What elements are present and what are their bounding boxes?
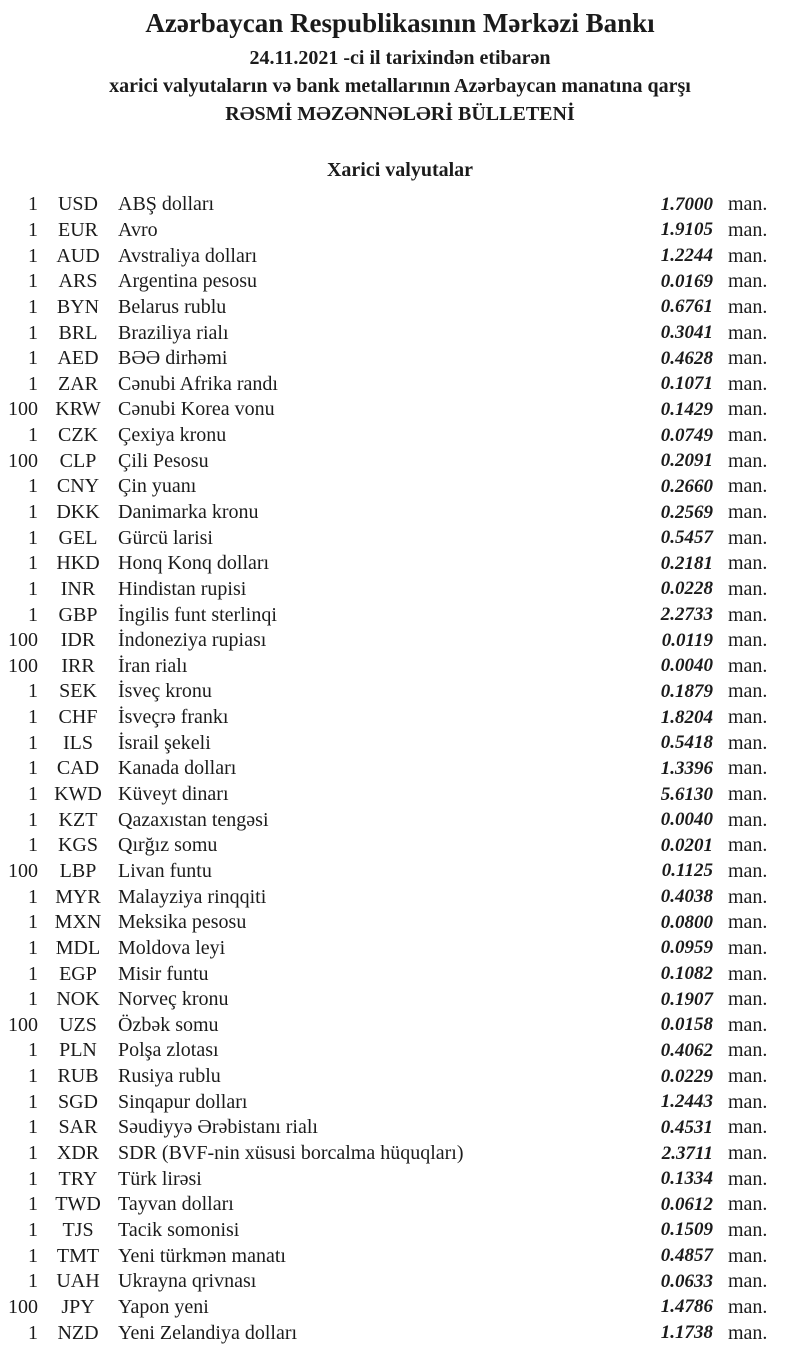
qty-cell: 1 <box>28 270 38 293</box>
code-cell: GEL <box>58 526 98 549</box>
qty-cell: 1 <box>28 680 38 703</box>
name-cell: Qazaxıstan tengəsi <box>118 808 269 831</box>
code-cell: AED <box>57 347 99 370</box>
qty-cell: 1 <box>28 372 38 395</box>
name-cell: Meksika pesosu <box>118 911 247 934</box>
qty-cell: 1 <box>28 577 38 600</box>
unit-cell: man. <box>728 424 768 447</box>
table-row <box>0 961 800 987</box>
name-cell: İngilis funt sterlinqi <box>118 603 277 626</box>
table-row <box>0 243 800 269</box>
name-cell: Hindistan rupisi <box>118 577 247 600</box>
name-cell: Gürcü larisi <box>118 526 213 549</box>
rate-cell: 1.1738 <box>660 1322 713 1343</box>
unit-cell: man. <box>728 193 768 216</box>
rate-cell: 0.1429 <box>660 398 713 420</box>
code-cell: RUB <box>57 1065 99 1088</box>
code-cell: CNY <box>56 475 100 498</box>
name-cell: Argentina pesosu <box>118 270 258 293</box>
name-cell: Cənubi Korea vonu <box>118 398 275 421</box>
code-cell: GBP <box>58 603 98 626</box>
section-title: Xarici valyutalar <box>326 159 474 181</box>
rate-cell: 1.8204 <box>660 706 713 728</box>
code-cell: EUR <box>58 218 98 241</box>
name-cell: İndoneziya rupiası <box>118 629 267 652</box>
code-cell: MXN <box>54 911 102 934</box>
rate-cell: 0.0169 <box>660 270 713 292</box>
table-row <box>0 1192 800 1218</box>
table-row <box>0 500 800 526</box>
table-row <box>0 679 800 705</box>
qty-cell: 1 <box>28 475 38 498</box>
unit-cell: man. <box>728 475 768 498</box>
qty-cell: 100 <box>8 449 38 472</box>
unit-cell: man. <box>728 449 768 472</box>
code-cell: CZK <box>58 424 98 447</box>
table-row <box>0 474 800 500</box>
qty-cell: 1 <box>28 808 38 831</box>
rate-cell: 0.0119 <box>661 629 713 651</box>
code-cell: USD <box>57 193 98 216</box>
effective-date-line: 24.11.2021 -ci il tarixindən etibarən <box>249 47 551 69</box>
qty-cell: 1 <box>28 911 38 934</box>
unit-cell: man. <box>728 1167 768 1190</box>
code-cell: UZS <box>59 1013 97 1036</box>
code-cell: DKK <box>56 501 100 523</box>
qty-cell: 100 <box>8 629 38 652</box>
table-row <box>0 859 800 885</box>
qty-cell: 1 <box>28 1142 38 1165</box>
name-cell: Cənubi Afrika randı <box>118 372 278 395</box>
unit-cell: man. <box>728 988 768 1011</box>
unit-cell: man. <box>728 654 768 677</box>
unit-cell: man. <box>728 501 768 523</box>
name-cell: Tacik somonisi <box>118 1218 240 1241</box>
name-cell: Honq Konq dolları <box>118 552 270 575</box>
unit-cell: man. <box>728 398 768 421</box>
rate-cell: 0.0201 <box>660 834 713 856</box>
unit-cell: man. <box>728 552 768 575</box>
code-cell: XDR <box>56 1142 100 1165</box>
rate-cell: 5.6130 <box>660 783 713 805</box>
rate-cell: 0.1907 <box>660 988 713 1010</box>
unit-cell: man. <box>728 1270 768 1293</box>
table-row <box>0 1064 800 1090</box>
unit-cell: man. <box>728 526 768 549</box>
code-cell: KZT <box>58 808 98 831</box>
name-cell: İsveç kronu <box>118 680 212 703</box>
table-row <box>0 1295 800 1321</box>
unit-cell: man. <box>728 1090 768 1113</box>
name-cell: İran rialı <box>118 654 188 677</box>
unit-cell: man. <box>728 1244 768 1267</box>
name-cell: Küveyt dinarı <box>118 783 229 806</box>
name-cell: BƏƏ dirhəmi <box>118 347 228 370</box>
table-row <box>0 1141 800 1167</box>
rate-cell: 0.0959 <box>660 937 713 959</box>
code-cell: KRW <box>55 398 101 421</box>
rate-cell: 0.1334 <box>660 1168 713 1190</box>
name-cell: Danimarka kronu <box>118 501 259 523</box>
name-cell: Özbək somu <box>118 1013 219 1036</box>
unit-cell: man. <box>728 859 768 882</box>
rate-cell: 0.1071 <box>660 373 713 395</box>
name-cell: Kanada dolları <box>118 757 237 780</box>
code-cell: BYN <box>56 295 100 318</box>
code-cell: AUD <box>56 244 100 267</box>
unit-cell: man. <box>728 1218 768 1241</box>
name-cell: Çexiya kronu <box>118 424 227 447</box>
unit-cell: man. <box>728 757 768 780</box>
table-row <box>0 987 800 1013</box>
code-cell: JPY <box>61 1295 95 1318</box>
unit-cell: man. <box>728 1321 768 1344</box>
table-row <box>0 756 800 782</box>
bank-title: Azərbaycan Respublikasının Mərkəzi Bankı <box>145 8 655 38</box>
unit-cell: man. <box>728 321 768 344</box>
unit-cell: man. <box>728 936 768 959</box>
unit-cell: man. <box>728 1142 768 1165</box>
code-cell: EGP <box>59 962 97 985</box>
unit-cell: man. <box>728 834 768 857</box>
name-cell: Yapon yeni <box>118 1295 209 1318</box>
table-row <box>0 1166 800 1192</box>
rates-table <box>0 192 800 1346</box>
name-cell: İsveçrə frankı <box>118 706 229 729</box>
rate-cell: 0.0040 <box>660 655 713 677</box>
code-cell: SAR <box>58 1116 98 1139</box>
qty-cell: 1 <box>28 218 38 241</box>
qty-cell: 1 <box>28 1244 38 1267</box>
name-cell: Avro <box>118 218 158 241</box>
name-cell: Ukrayna qrivnası <box>118 1270 257 1293</box>
code-cell: ZAR <box>58 372 98 395</box>
qty-cell: 1 <box>28 936 38 959</box>
unit-cell: man. <box>728 295 768 318</box>
qty-cell: 1 <box>28 1167 38 1190</box>
rate-cell: 0.2181 <box>660 552 713 574</box>
code-cell: CLP <box>59 449 97 472</box>
rate-cell: 0.0633 <box>660 1270 713 1292</box>
table-row <box>0 705 800 731</box>
rate-cell: 1.2443 <box>660 1091 713 1113</box>
code-cell: LBP <box>59 859 97 882</box>
name-cell: Qırğız somu <box>118 834 218 857</box>
table-row <box>0 833 800 859</box>
rate-cell: 1.7000 <box>660 193 713 215</box>
code-cell: TMT <box>56 1244 100 1267</box>
name-cell: Çili Pesosu <box>118 449 209 472</box>
qty-cell: 1 <box>28 526 38 549</box>
qty-cell: 1 <box>28 1090 38 1113</box>
qty-cell: 1 <box>28 424 38 447</box>
qty-cell: 1 <box>28 1039 38 1062</box>
rate-cell: 0.1125 <box>661 860 713 882</box>
table-row <box>0 371 800 397</box>
name-cell: Polşa zlotası <box>118 1039 219 1062</box>
table-row <box>0 1013 800 1039</box>
unit-cell: man. <box>728 962 768 985</box>
table-row <box>0 423 800 449</box>
rate-cell: 0.3041 <box>660 322 713 344</box>
qty-cell: 1 <box>28 1270 38 1293</box>
qty-cell: 1 <box>28 295 38 318</box>
table-row <box>0 602 800 628</box>
qty-cell: 1 <box>28 501 38 523</box>
table-row <box>0 1269 800 1295</box>
code-cell: MYR <box>55 885 101 908</box>
code-cell: TJS <box>62 1218 94 1241</box>
qty-cell: 1 <box>28 1116 38 1139</box>
qty-cell: 1 <box>28 706 38 729</box>
unit-cell: man. <box>728 1039 768 1062</box>
table-row <box>0 346 800 372</box>
unit-cell: man. <box>728 629 768 652</box>
table-row <box>0 936 800 962</box>
name-cell: Sinqapur dolları <box>118 1090 248 1113</box>
qty-cell: 100 <box>8 859 38 882</box>
code-cell: HKD <box>56 552 100 575</box>
code-cell: NZD <box>57 1321 99 1344</box>
table-row <box>0 910 800 936</box>
code-cell: SGD <box>57 1090 98 1113</box>
rate-cell: 0.0040 <box>660 809 713 831</box>
name-cell: Misir funtu <box>118 962 209 985</box>
qty-cell: 100 <box>8 1295 38 1318</box>
unit-cell: man. <box>728 706 768 729</box>
table-row <box>0 397 800 423</box>
name-cell: Malayziya rinqqiti <box>118 885 267 908</box>
rate-cell: 0.0612 <box>660 1193 713 1215</box>
table-row <box>0 654 800 680</box>
code-cell: KWD <box>54 783 102 806</box>
qty-cell: 1 <box>28 962 38 985</box>
code-cell: UAH <box>56 1270 100 1293</box>
rate-cell: 2.2733 <box>660 604 713 626</box>
qty-cell: 1 <box>28 552 38 575</box>
subject-line: xarici valyutaların və bank metallarının Azərbaycan manatına qarşı <box>109 75 691 97</box>
rate-cell: 0.4038 <box>660 886 713 908</box>
name-cell: Belarus rublu <box>118 295 227 318</box>
unit-cell: man. <box>728 347 768 370</box>
code-cell: KGS <box>57 834 98 857</box>
name-cell: Braziliya rialı <box>118 321 229 344</box>
rate-cell: 0.5418 <box>660 732 713 754</box>
table-row <box>0 628 800 654</box>
qty-cell: 1 <box>28 244 38 267</box>
unit-cell: man. <box>728 783 768 806</box>
code-cell: IDR <box>60 629 96 652</box>
name-cell: İsrail şekeli <box>118 731 211 754</box>
qty-cell: 1 <box>28 603 38 626</box>
rate-cell: 1.4786 <box>660 1296 713 1318</box>
code-cell: NOK <box>56 988 100 1011</box>
name-cell: Tayvan dolları <box>118 1193 234 1216</box>
table-row <box>0 807 800 833</box>
qty-cell: 1 <box>28 1193 38 1216</box>
code-cell: PLN <box>59 1039 97 1062</box>
unit-cell: man. <box>728 603 768 626</box>
rate-cell: 1.9105 <box>660 219 713 241</box>
unit-cell: man. <box>728 1065 768 1088</box>
rate-cell: 0.0749 <box>660 424 713 446</box>
unit-cell: man. <box>728 1116 768 1139</box>
table-row <box>0 448 800 474</box>
code-cell: IRR <box>61 654 95 677</box>
rate-cell: 0.1509 <box>660 1219 713 1241</box>
code-cell: INR <box>60 577 96 600</box>
name-cell: Yeni Zelandiya dolları <box>118 1321 298 1344</box>
name-cell: Norveç kronu <box>118 988 229 1011</box>
unit-cell: man. <box>728 808 768 831</box>
name-cell: Yeni türkmən manatı <box>118 1244 286 1267</box>
bulletin-title: RƏSMİ MƏZƏNNƏLƏRİ BÜLLETENİ <box>225 103 575 125</box>
code-cell: ILS <box>63 731 93 754</box>
qty-cell: 1 <box>28 783 38 806</box>
code-cell: BRL <box>58 321 98 344</box>
table-row <box>0 295 800 321</box>
code-cell: MDL <box>55 936 101 959</box>
unit-cell: man. <box>728 911 768 934</box>
table-row <box>0 1218 800 1244</box>
rate-cell: 0.0228 <box>660 578 713 600</box>
rate-cell: 0.6761 <box>660 296 713 318</box>
unit-cell: man. <box>728 1193 768 1216</box>
table-row <box>0 884 800 910</box>
code-cell: CAD <box>56 757 100 780</box>
code-cell: TRY <box>58 1167 98 1190</box>
name-cell: Moldova leyi <box>118 936 226 959</box>
rate-cell: 0.4062 <box>660 1039 713 1061</box>
name-cell: Türk lirəsi <box>118 1167 202 1190</box>
table-row <box>0 730 800 756</box>
qty-cell: 1 <box>28 347 38 370</box>
unit-cell: man. <box>728 885 768 908</box>
unit-cell: man. <box>728 1013 768 1036</box>
name-cell: SDR (BVF-nin xüsusi borcalma hüquqları) <box>118 1142 464 1165</box>
unit-cell: man. <box>728 680 768 703</box>
name-cell: Çin yuanı <box>118 475 197 498</box>
rate-cell: 0.4531 <box>660 1116 713 1138</box>
qty-cell: 1 <box>28 1218 38 1241</box>
table-row <box>0 525 800 551</box>
unit-cell: man. <box>728 270 768 293</box>
rate-cell: 0.0158 <box>660 1014 713 1036</box>
unit-cell: man. <box>728 577 768 600</box>
table-row <box>0 1115 800 1141</box>
qty-cell: 1 <box>28 885 38 908</box>
table-row <box>0 577 800 603</box>
unit-cell: man. <box>728 244 768 267</box>
unit-cell: man. <box>728 731 768 754</box>
table-row <box>0 218 800 244</box>
name-cell: ABŞ dolları <box>118 193 215 216</box>
rate-cell: 0.4628 <box>660 347 713 369</box>
rate-cell: 0.2091 <box>660 450 713 472</box>
qty-cell: 1 <box>28 988 38 1011</box>
rate-cell: 0.2569 <box>660 501 713 523</box>
table-row <box>0 320 800 346</box>
rate-cell: 1.3396 <box>660 757 713 779</box>
code-cell: SEK <box>59 680 97 703</box>
unit-cell: man. <box>728 372 768 395</box>
qty-cell: 1 <box>28 321 38 344</box>
table-row <box>0 192 800 218</box>
qty-cell: 100 <box>8 654 38 677</box>
rate-cell: 1.2244 <box>660 245 713 267</box>
rate-cell: 2.3711 <box>661 1142 713 1164</box>
rate-cell: 0.4857 <box>660 1245 713 1267</box>
code-cell: CHF <box>58 706 98 729</box>
name-cell: Səudiyyə Ərəbistanı rialı <box>118 1116 318 1139</box>
qty-cell: 1 <box>28 193 38 216</box>
rate-cell: 0.5457 <box>660 527 713 549</box>
qty-cell: 100 <box>8 398 38 421</box>
table-row <box>0 269 800 295</box>
code-cell: TWD <box>55 1193 101 1216</box>
table-row <box>0 1038 800 1064</box>
qty-cell: 1 <box>28 834 38 857</box>
rate-cell: 0.2660 <box>660 475 713 497</box>
qty-cell: 1 <box>28 1321 38 1344</box>
qty-cell: 1 <box>28 731 38 754</box>
qty-cell: 100 <box>8 1013 38 1036</box>
table-row <box>0 1243 800 1269</box>
rate-cell: 0.1879 <box>660 680 713 702</box>
unit-cell: man. <box>728 218 768 241</box>
name-cell: Livan funtu <box>118 859 212 882</box>
table-row <box>0 1089 800 1115</box>
rate-cell: 0.1082 <box>660 963 713 985</box>
rate-cell: 0.0800 <box>660 911 713 933</box>
code-cell: ARS <box>58 270 98 293</box>
qty-cell: 1 <box>28 757 38 780</box>
name-cell: Avstraliya dolları <box>118 244 258 267</box>
table-row <box>0 551 800 577</box>
table-row <box>0 782 800 808</box>
unit-cell: man. <box>728 1295 768 1318</box>
name-cell: Rusiya rublu <box>118 1065 221 1088</box>
qty-cell: 1 <box>28 1065 38 1088</box>
table-row <box>0 1320 800 1346</box>
rate-cell: 0.0229 <box>660 1065 713 1087</box>
